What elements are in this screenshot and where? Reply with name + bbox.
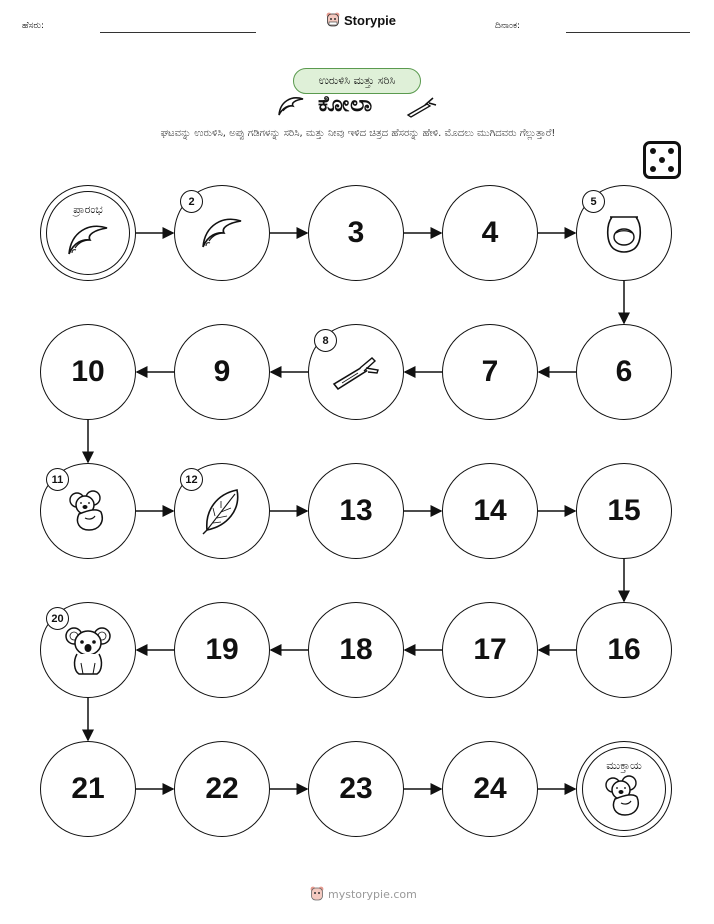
space-number: 13 [339,494,373,527]
pouch-icon [602,211,646,259]
space-number-badge: 12 [180,468,203,491]
space-number: 19 [205,633,239,666]
board-space-19[interactable] [174,602,270,698]
board-space-16[interactable] [576,602,672,698]
space-number: 10 [71,355,105,388]
finish-space[interactable] [576,741,672,837]
board-space-11[interactable] [40,463,136,559]
storypie-mascot-icon [310,886,324,902]
board-space-3[interactable] [308,185,404,281]
space-number: 22 [205,772,239,805]
board-space-10[interactable] [40,324,136,420]
board-space-22[interactable] [174,741,270,837]
claw-icon [63,220,113,264]
start-space[interactable] [40,185,136,281]
space-number: 14 [473,494,507,527]
board-space-2[interactable] [174,185,270,281]
koala-sleeping-icon [65,488,111,538]
koala-sitting-icon [63,623,113,681]
board-space-4[interactable] [442,185,538,281]
space-number: 21 [71,772,105,805]
footer-url[interactable]: mystorypie.com [328,887,417,901]
space-number-badge: 20 [46,607,69,630]
space-number: 6 [615,355,633,388]
board-space-17[interactable] [442,602,538,698]
space-number-badge: 8 [314,329,337,352]
space-number: 18 [339,633,373,666]
space-number: 16 [607,633,641,666]
board-space-23[interactable] [308,741,404,837]
claw-icon [197,213,247,257]
board-space-13[interactable] [308,463,404,559]
board-space-7[interactable] [442,324,538,420]
space-number: 15 [607,494,641,527]
branch-icon [330,352,382,396]
board-space-15[interactable] [576,463,672,559]
space-number-badge: 11 [46,468,69,491]
board-space-9[interactable] [174,324,270,420]
space-number: 3 [347,216,365,249]
board-space-14[interactable] [442,463,538,559]
space-number-badge: 5 [582,190,605,213]
instructions: ಘಟವನ್ನು ಉರುಳಿಸಿ, ಅಪ್ಪು ಗಡಿಗಳನ್ನು ಸರಿಸಿ, ಮತ್ತು ನೀವು ಇಳಿದ ಚಿತ್ರದ ಹೆಸರನ್ನು ಹೇಳಿ. ಮೊದಲು ಮುಗಿದವರು ಗೆಲ್ಲುತ್ತಾರೆ! [160,128,556,139]
space-number: 17 [473,633,507,666]
date-label: ದಿನಾಂಕ: [495,21,521,31]
space-number: 9 [213,355,231,388]
board-space-5[interactable] [576,185,672,281]
subtitle-text: ಉರುಳಿಸಿ ಮತ್ತು ಸರಿಸಿ [318,74,396,87]
page-title: ಕೋಲಾ [318,92,374,117]
footer [310,886,417,902]
board-space-12[interactable] [174,463,270,559]
space-number: 7 [481,355,499,388]
start-label: ಪ್ರಾರಂಭ [73,203,103,216]
board-space-24[interactable] [442,741,538,837]
name-label: ಹೆಸರು: [22,21,45,31]
space-number: 24 [473,772,507,805]
leaf-icon [199,486,245,540]
space-number: 4 [481,216,499,249]
board-space-8[interactable] [308,324,404,420]
finish-label: ಮುಕ್ತಾಯ [606,759,642,772]
board-space-20[interactable] [40,602,136,698]
koala-sleeping-icon [601,773,647,823]
board-space-18[interactable] [308,602,404,698]
space-number-badge: 2 [180,190,203,213]
board-space-6[interactable] [576,324,672,420]
space-number: 23 [339,772,373,805]
brand-name: Storypie [344,12,397,28]
board-space-21[interactable] [40,741,136,837]
